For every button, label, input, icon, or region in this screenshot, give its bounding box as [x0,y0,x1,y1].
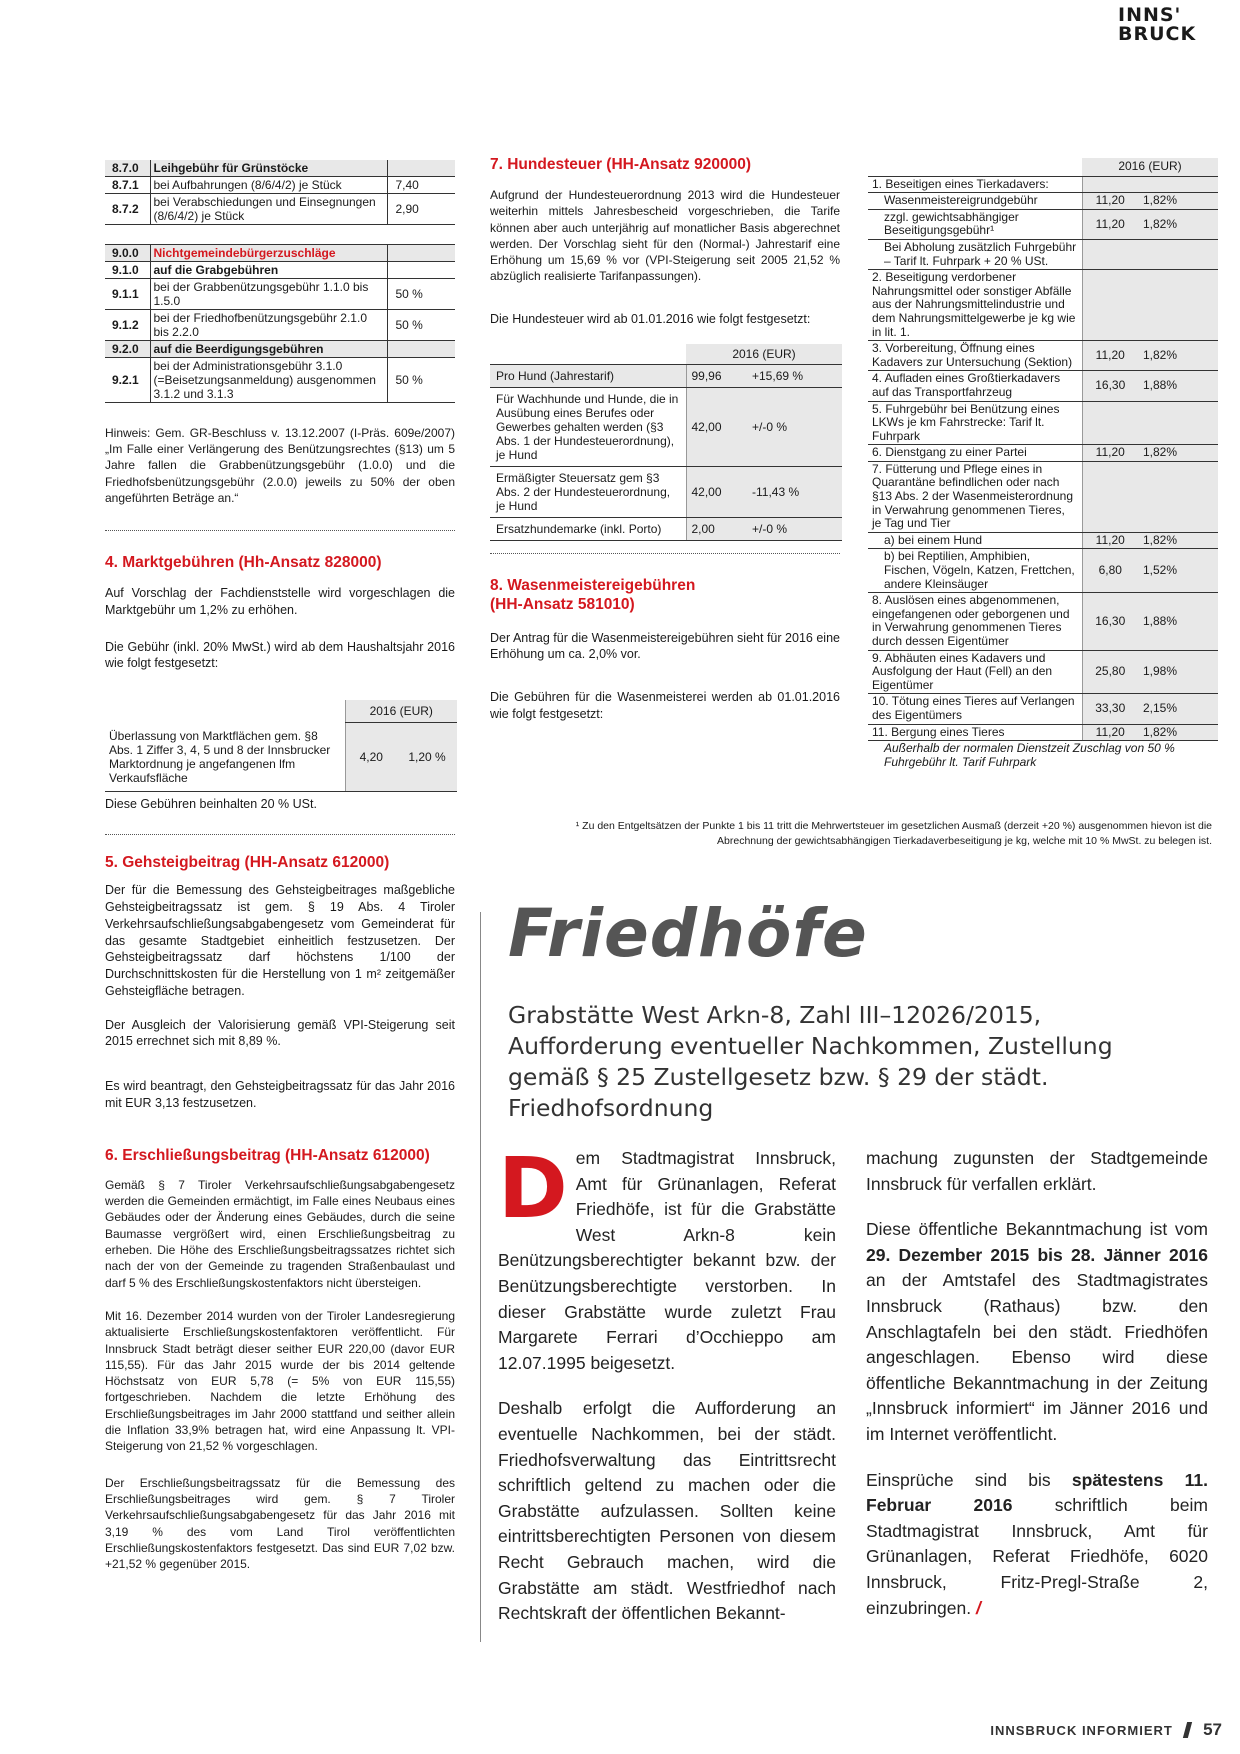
drop-cap: D [498,1139,568,1237]
section-4-p1: Auf Vorschlag der Fachdienststelle wird vorgeschlagen die Marktgebühr um 1,2% zu erhöhen. [105,586,455,617]
wasen-row-val: 11,20 [1082,209,1138,239]
wasen-table [868,158,1218,770]
wasen-row-val: 16,30 [1082,371,1138,401]
dog-row-val: 99,96 [686,364,744,387]
fee-desc: bei der Administrationsgebühr 3.1.0 (=Beisetzungsanmeldung) ausgenommen 3.1.2 und 3.1.3 [150,358,387,403]
fee-val [387,160,455,177]
dog-row-desc: Ermäßigter Steuersatz gem §3 Abs. 2 der Hundesteuerordnung, je Hund [490,466,686,517]
middle-column [490,155,840,723]
friedhoefe-subtitle: Grabstätte West Arkn-8, Zahl III–12026/2015, Aufforderung eventueller Nachkommen, Zustellung gemäß § 25 Zustellgesetz bzw. § 29 der städt. Friedhofsordnung [508,1001,1113,1122]
fee-code: 9.2.0 [105,341,150,358]
wasen-row-val [1082,401,1138,445]
section-5-p3: Es wird beantragt, den Gehsteigbeitragssatz für das Jahr 2016 mit EUR 3,13 festzusetzen. [105,1079,455,1111]
wasen-row-desc: 9. Abhäuten eines Kadavers und Ausfolgung der Haut (Fell) an den Eigentümer [868,650,1082,694]
fee-code: 8.7.1 [105,177,150,194]
dog-table-head: 2016 (EUR) [686,344,842,365]
column-divider [480,912,481,1642]
wasen-row-val [1082,461,1138,532]
dog-row-desc: Ersatzhundemarke (inkl. Porto) [490,517,686,540]
fee-row [105,358,455,403]
wasen-row-pct: 1,88% [1138,371,1218,401]
footer-divider [1183,1722,1192,1738]
dog-row-pct: +/-0 % [744,517,842,540]
friedhoefe-title: Friedhöfe [508,895,868,972]
wasen-row-val: 6,80 [1082,549,1138,593]
wasen-row-desc: zzgl. gewichtsabhängiger Beseitigungsgebühr¹ [868,209,1082,239]
wasen-row-desc: 6. Dienstgang zu einer Partei [868,445,1082,462]
fee-row [105,262,455,279]
wasen-row-desc: 11. Bergung eines Tieres [868,724,1082,741]
section-8-title: 8. Wasenmeistereigebühren (HH-Ansatz 581010) [490,576,696,613]
spacer-row [105,225,455,245]
fee-val: 50 % [387,358,455,403]
wasen-row-desc: b) bei Reptilien, Amphibien, Fischen, Vögeln, Katzen, Frettchen, andere Kleinsäuger [868,549,1082,593]
fee-code: 9.2.1 [105,358,150,403]
fee-desc: Nichtgemeindebürgerzuschläge [150,245,387,262]
friedhoefe-col1 [498,1139,836,1627]
dog-row-desc: Für Wachhunde und Hunde, die in Ausübung eines Berufes oder Gewerbes gehalten werden (§3 Abs. 1 der Hundesteuerordnung), je Hund [490,387,686,466]
wasen-row [868,209,1218,239]
dog-tax-table [490,344,842,541]
wasen-row-pct: 1,98% [1138,650,1218,694]
wasen-row-desc: 7. Fütterung und Pflege eines in Quarantäne befindlichen oder nach §13 Abs. 2 der Wasenmeisterordnung in Verwahrung genommenen Tieres, je Tag und Tier [868,461,1082,532]
market-table-head: 2016 (EUR) [345,700,457,723]
fee-val [387,262,455,279]
wasen-row-pct: 1,82% [1138,193,1218,210]
fee-row [105,160,455,177]
market-row-val: 4,20 [345,723,397,792]
wasen-row-pct: 1,82% [1138,532,1218,549]
wasen-row-val: 11,20 [1082,445,1138,462]
end-mark-icon: / [975,1597,981,1618]
wasen-row [868,694,1218,724]
wasen-row-pct: 1,82% [1138,209,1218,239]
fee-code: 8.7.2 [105,194,150,225]
fee-desc: bei der Friedhofbenützungsgebühr 2.1.0 bis 2.2.0 [150,310,387,341]
fee-row [105,279,455,310]
dog-row-desc: Pro Hund (Jahrestarif) [490,364,686,387]
wasen-row-desc: 3. Vorbereitung, Öffnung eines Kadavers zur Untersuchung (Sektion) [868,341,1082,371]
section-6-p1: Gemäß § 7 Tiroler Verkehrsaufschließungsabgabengesetz werden die Gemeinden ermächtigt, im Falle eines Neubaus eines Gebäudes oder der Änderung eines Gebäudes, durch die seine Baumasse vergrößert wird, einen Erschließungsbeitrag zu erheben. Die Höhe des Erschließungsbeitragssatzes richtet sich nach der von der Gemeinde zu tragenden Straßenbaulast und darf 5 % des Erschließungskostenfaktors nicht übersteigen. [105,1177,455,1290]
wasen-row-val [1082,270,1138,341]
wasen-row-pct: 1,82% [1138,724,1218,741]
fee-val [387,341,455,358]
fee-row [105,194,455,225]
wasen-row-desc: Bei Abholung zusätzlich Fuhrgebühr – Tarif lt. Fuhrpark + 20 % USt. [868,239,1082,269]
col2-p2: Diese öffentliche Bekanntmachung ist vom 29. Dezember 2015 bis 28. Jänner 2016 an der Amtstafel des Stadtmagistrates Innsbruck (Rathaus) bzw. den Anschlagtafeln bei den städt. Friedhöfen angeschlagen. Ebenso wird diese öffentliche Bekanntmachung in der Zeitung „Innsbruck informiert“ im Jänner 2016 und im Internet veröffentlicht. [866,1219,1208,1444]
market-note: Diese Gebühren beinhalten 20 % USt. [105,796,317,811]
wasen-row [868,593,1218,650]
wasen-row-desc: 1. Beseitigen eines Tierkadavers: [868,176,1082,193]
fee-desc: auf die Grabgebühren [150,262,387,279]
wasen-row-pct: 2,15% [1138,694,1218,724]
wasen-row-val: 11,20 [1082,724,1138,741]
fee-desc: bei Aufbahrungen (8/6/4/2) je Stück [150,177,387,194]
section-4-title: 4. Marktgebühren (Hh-Ansatz 828000) [105,554,382,572]
wasen-row-val: 11,20 [1082,532,1138,549]
dog-row-pct: -11,43 % [744,466,842,517]
wasen-row-val: 16,30 [1082,593,1138,650]
wasen-row-val: 11,20 [1082,341,1138,371]
section-5-p1: Der für die Bemessung des Gehsteigbeitrages maßgebliche Gehsteigbeitragssatz ist gem. § 19 Abs. 4 Tiroler Verkehrsaufschließungsabgabengesetz vom Gemeinderat für das gesamte Stadtgebiet einheitlich festzusetzen. Der Gehsteigbeitragssatz darf höchstens 1/100 der Durchschnittskosten für die Herstellung von 1 m² zeitgemäßer Gehsteigfläche betragen. [105,883,455,998]
dog-row-val: 42,00 [686,466,744,517]
col1-p1: em Stadtmagistrat Innsbruck, Amt für Grünanlagen, Referat Friedhöfe, ist für die Grabstätte West Arkn-8 kein Benützungsberechtigter bekannt bzw. der Benützungsberechtigte verstorben. In dieser Grabstätte wurde zuletzt Frau Margarete Ferrari d’Occhieppo am 12.07.1995 beigesetzt. [498,1148,836,1373]
wasen-row [868,193,1218,210]
section-6-title: 6. Erschließungsbeitrag (HH-Ansatz 612000) [105,1146,430,1164]
section-6-p2: Mit 16. Dezember 2014 wurden von der Tiroler Landesregierung aktualisierte Erschließungskostenfaktoren veröffentlicht. Für Innsbruck Stadt beträgt dieser seither EUR 220,00 (davor EUR 115,55). Für das Jahr 2015 wurde der bis 2014 geltende Höchstsatz von EUR 5,78 (= 5% von EUR 115,55) fortgeschrieben. Nachdem die letzte Erhöhung des Erschließungsbeitrages im Jahr 2000 stattfand und seither allein die Inflation 33,9% betragen hat, wird eine Anpassung lt. VPI-Steigerung von 21,52 % vorgeschlagen. [105,1308,455,1454]
dog-tax-row [490,364,842,387]
col2-p1: machung zugunsten der Stadtgemeinde Innsbruck für verfallen erklärt. [866,1148,1208,1194]
section-6-p3: Der Erschließungsbeitragssatz für die Bemessung des Erschließungsbeitrages wird gem. § 7 Tiroler Verkehrsaufschließungsabgabengesetz für das Jahr 2016 mit 3,19 % des vom Land Tirol veröffentlichten Erschließungskostenfaktors festgesetzt. Das sind EUR 7,02 bzw. +21,52 % gegenüber 2015. [105,1475,455,1572]
separator [105,834,455,835]
wasen-row-pct [1138,270,1218,341]
wasen-row [868,341,1218,371]
wasen-row [868,741,1218,771]
fee-code: 8.7.0 [105,160,150,177]
separator [105,530,455,531]
fee-val [387,245,455,262]
wasen-row-val: 33,30 [1082,694,1138,724]
fee-code: 9.0.0 [105,245,150,262]
section-8-p2: Die Gebühren für die Wasenmeisterei werden ab 01.01.2016 wie folgt festgesetzt: [490,690,840,721]
fee-desc: bei Verabschiedungen und Einsegnungen (8/6/4/2) je Stück [150,194,387,225]
fee-val: 7,40 [387,177,455,194]
page-footer: INNSBRUCK INFORMIERT 57 [990,1720,1222,1739]
page-number: 57 [1203,1720,1222,1739]
dog-tax-row [490,387,842,466]
section-7-p2: Die Hundesteuer wird ab 01.01.2016 wie folgt festgesetzt: [490,311,811,326]
fee-row [105,341,455,358]
fee-code: 9.1.2 [105,310,150,341]
dog-row-val: 2,00 [686,517,744,540]
wasen-row [868,176,1218,193]
wasen-row-val [1082,176,1138,193]
fee-row [105,177,455,194]
left-column [105,160,455,1572]
wasen-row-pct [1138,401,1218,445]
wasen-table-head: 2016 (EUR) [1082,158,1218,176]
section-5-p2: Der Ausgleich der Valorisierung gemäß VPI-Steigerung seit 2015 errechnet sich mit 8,89 %. [105,1017,455,1049]
wasen-row [868,371,1218,401]
section-7-p1: Aufgrund der Hundesteuerordnung 2013 wird die Hundesteuer weiterhin mittels Jahresbescheid vorgeschrieben, die Tarife können aber auch unterjährig auf monatlicher Basis abgerechnet werden. Der Vorschlag sieht für den (Normal-) Jahrestarif eine Erhöhung um 15,69 % vor (VPI-Steigerung seit 2005 21,52 % abzüglich realisierte Tarifanpassungen). [490,188,840,284]
fee-desc: auf die Beerdigungsgebühren [150,341,387,358]
fee-val: 50 % [387,279,455,310]
wasen-row-val: 25,80 [1082,650,1138,694]
fee-row [105,310,455,341]
wasen-row [868,270,1218,341]
section-8-p1: Der Antrag für die Wasenmeistereigebühren sieht für 2016 eine Erhöhung um ca. 2,0% vor. [490,630,840,662]
wasen-row [868,239,1218,269]
wasen-row-pct [1138,239,1218,269]
market-row-desc: Überlassung von Marktflächen gem. §8 Abs. 1 Ziffer 3, 4, 5 und 8 der Innsbrucker Marktordnung je angefangenen lfm Verkaufsfläche [105,723,345,792]
wasen-row-pct: 1,52% [1138,549,1218,593]
wasen-row-desc: Wasenmeistereigrundgebühr [868,193,1082,210]
dog-row-pct: +15,69 % [744,364,842,387]
col2-p3: Einsprüche sind bis spätestens 11. Februar 2016 schriftlich beim Stadtmagistrat Innsbruck, Amt für Grünanlagen, Referat Friedhöfe, 6020 Innsbruck, Fritz-Pregl-Straße 2, einzubringen. / [866,1469,1208,1618]
wasen-row-pct [1138,461,1218,532]
section-4-p2: Die Gebühr (inkl. 20% MwSt.) wird ab dem Haushaltsjahr 2016 wie folgt festgesetzt: [105,639,455,671]
wasen-row-desc: 10. Tötung eines Tieres auf Verlangen des Eigentümers [868,694,1082,724]
wasen-row-pct: 1,88% [1138,593,1218,650]
wasen-row-desc: Außerhalb der normalen Dienstzeit Zuschlag von 50 % Fuhrgebühr lt. Tarif Fuhrpark [884,741,1175,769]
separator [490,553,840,554]
market-row-pct: 1,20 % [397,723,457,792]
friedhoefe-col2 [866,1146,1208,1621]
wasen-row [868,549,1218,593]
dog-row-val: 42,00 [686,387,744,466]
wasen-row [868,401,1218,445]
hinweis-text: Hinweis: Gem. GR-Beschluss v. 13.12.2007 (I-Präs. 609e/2007) „Im Falle einer Verlängerung des Benützungsrechtes (§13) um 5 Jahre fallen die Grabbenützungsgebühr (1.0.0) und die Friedhofsbenützungsgebühr (2.0.0) jeweils zu 50% der oben angeführten Beträge an.“ [105,426,455,505]
fee-desc: Leihgebühr für Grünstöcke [150,160,387,177]
right-column [868,158,1218,770]
col1-p2: Deshalb erfolgt die Aufforderung an eventuelle Nachkommen, bei der städt. Friedhofsverwaltung das Eintrittsrecht schriftlich geltend zu machen oder die Grabstätte aufzulassen. Sollten keine eintrittsberechtigten Personen von diesem Recht Gebrauch machen, wird die Grabstätte am städt. Westfriedhof nach Rechtskraft der öffentlichen Bekannt- [498,1398,836,1624]
dog-tax-row [490,466,842,517]
wasen-row [868,532,1218,549]
wasen-row-desc: 2. Beseitigung verdorbener Nahrungsmittel oder sonstiger Abfälle aus der Nahrungsmittelindustrie und dem Nahrungsmittelgewerbe je kg wie in lit. 1. [868,270,1082,341]
fee-val: 2,90 [387,194,455,225]
section-7-title: 7. Hundesteuer (HH-Ansatz 920000) [490,156,751,173]
wasen-row-val [1082,239,1138,269]
wasen-row [868,724,1218,741]
wasen-row [868,445,1218,462]
fee-desc: bei der Grabbenützungsgebühr 1.1.0 bis 1.5.0 [150,279,387,310]
wasen-row-val: 11,20 [1082,193,1138,210]
fee-code: 9.1.0 [105,262,150,279]
wasen-row-pct: 1,82% [1138,445,1218,462]
wasen-footnote: ¹ Zu den Entgeltsätzen der Punkte 1 bis 11 tritt die Mehrwertsteuer im gesetzlichen Ausmaß (derzeit +20 %) ausgenommen hievon ist die Abrechnung der gewichtsabhängigen Tierkadaverbeseitigung je kg, welche mit 10 % MwSt. zu belegen ist. [575,820,1212,847]
innsbruck-logo: INNS' BRUCK [1118,4,1197,45]
wasen-row [868,461,1218,532]
market-fee-table [105,700,457,792]
wasen-row-desc: 4. Aufladen eines Großtierkadavers auf das Transportfahrzeug [868,371,1082,401]
fee-row [105,245,455,262]
dog-tax-row [490,517,842,540]
wasen-row-desc: 5. Fuhrgebühr bei Benützung eines LKWs je km Fahrstrecke: Tarif lt. Fuhrpark [868,401,1082,445]
fee-val: 50 % [387,310,455,341]
wasen-row-pct [1138,176,1218,193]
fee-code: 9.1.1 [105,279,150,310]
wasen-row [868,650,1218,694]
grave-fee-table [105,160,455,403]
wasen-row-desc: a) bei einem Hund [868,532,1082,549]
wasen-row-desc: 8. Auslösen eines abgenommenen, eingefangenen oder geborgenen und in Verwahrung genommenen Tieres durch dessen Eigentümer [868,593,1082,650]
section-5-title: 5. Gehsteigbeitrag (HH-Ansatz 612000) [105,854,390,872]
wasen-row-pct: 1,82% [1138,341,1218,371]
dog-row-pct: +/-0 % [744,387,842,466]
